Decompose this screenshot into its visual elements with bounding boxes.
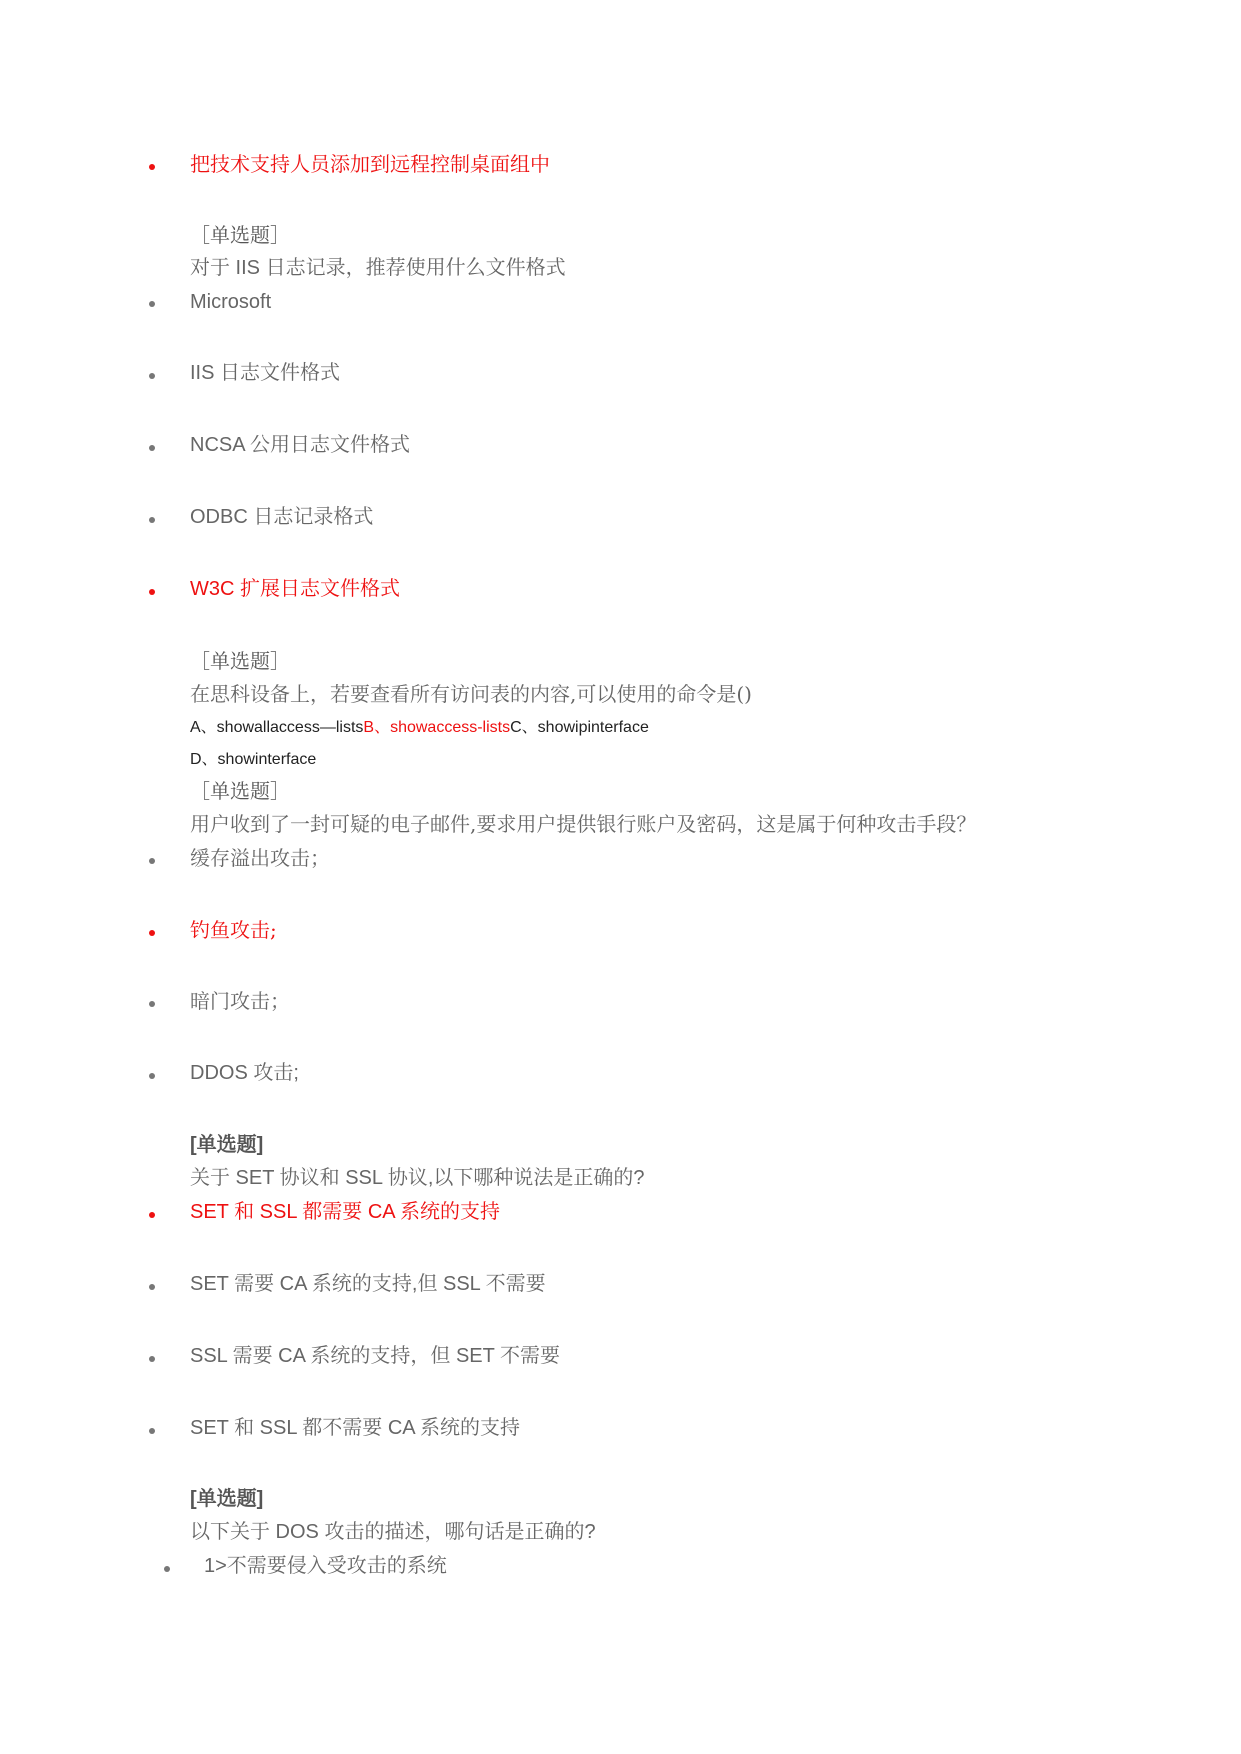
question-text: 用户收到了一封可疑的电子邮件,要求用户提供银行账户及密码，这是属于何种攻击手段？ [190, 812, 977, 836]
option-item: NCSA 公用日志文件格式 [190, 434, 411, 456]
option-item: ODBC 日志记录格式 [190, 506, 374, 528]
bullet-icon [149, 164, 155, 170]
option-a: A、showallaccess—lists [190, 719, 364, 736]
correct-option: B、showaccess-lists [363, 719, 511, 736]
bullet-icon [164, 1566, 170, 1572]
bullet-icon [149, 930, 155, 936]
question-type-label: ［单选题］ [190, 779, 290, 803]
question-type-label: [单选题] [190, 1134, 264, 1156]
bullet-icon [149, 1073, 155, 1079]
question-text: 以下关于 DOS 攻击的描述，哪句话是正确的? [190, 1521, 596, 1543]
correct-option: W3C 扩展日志文件格式 [190, 578, 400, 600]
correct-option: 钓鱼攻击; [190, 918, 277, 942]
bullet-icon [149, 589, 155, 595]
bullet-icon [149, 1001, 155, 1007]
option-c: C、showipinterface [510, 719, 649, 736]
correct-option: SET 和 SSL 都需要 CA 系统的支持 [190, 1201, 501, 1223]
bullet-icon [149, 1428, 155, 1434]
bullet-icon [149, 517, 155, 523]
option-item: SET 和 SSL 都不需要 CA 系统的支持 [190, 1417, 521, 1439]
option-item: Microsoft [190, 291, 272, 313]
option-item: 暗门攻击； [190, 989, 290, 1013]
option-item: 1>不需要侵入受攻击的系统 [204, 1555, 447, 1577]
correct-answer: 把技术支持人员添加到远程控制桌面组中 [190, 152, 550, 176]
option-item: SET 需要 CA 系统的支持,但 SSL 不需要 [190, 1273, 546, 1295]
option-item: SSL 需要 CA 系统的支持，但 SET 不需要 [190, 1345, 561, 1367]
option-item: IIS 日志文件格式 [190, 362, 341, 384]
bullet-icon [149, 1212, 155, 1218]
question-text: 关于 SET 协议和 SSL 协议,以下哪种说法是正确的? [190, 1167, 645, 1189]
options-line [190, 716, 649, 740]
option-d: D、showinterface [190, 751, 317, 768]
bullet-icon [149, 1284, 155, 1290]
bullet-icon [149, 373, 155, 379]
option-item: 缓存溢出攻击； [190, 846, 330, 870]
question-text: 在思科设备上，若要查看所有访问表的内容,可以使用的命令是() [190, 682, 752, 706]
question-type-label: ［单选题］ [190, 649, 290, 673]
bullet-icon [149, 301, 155, 307]
question-type-label: [单选题] [190, 1488, 264, 1510]
bullet-icon [149, 1356, 155, 1362]
bullet-icon [149, 445, 155, 451]
option-item: DDOS 攻击; [190, 1062, 299, 1084]
question-text: 对于 IIS 日志记录，推荐使用什么文件格式 [190, 257, 566, 279]
bullet-icon [149, 858, 155, 864]
question-type-label: ［单选题］ [190, 223, 290, 247]
